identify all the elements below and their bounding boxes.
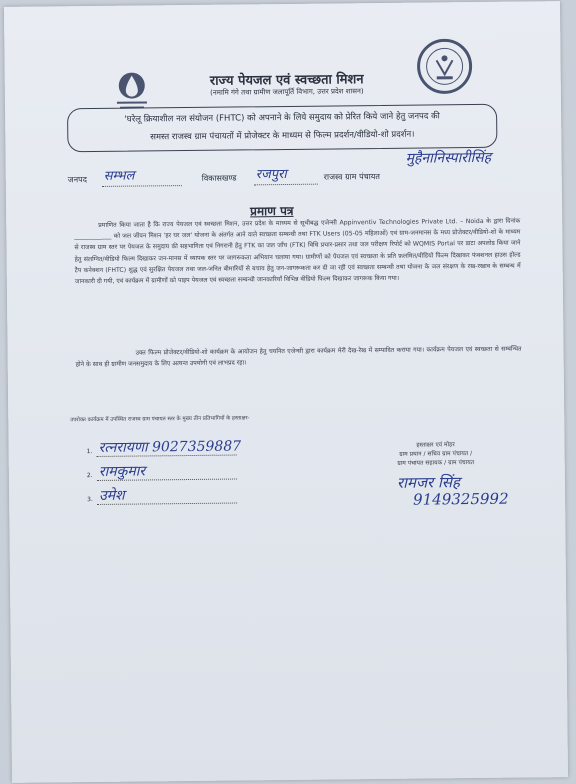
certificate-heading: प्रमाण पत्र: [250, 203, 294, 219]
mission-title: राज्य पेयजल एवं स्वच्छता मिशन: [209, 72, 364, 89]
participant-row: 2. रामकुमार: [87, 459, 347, 486]
panchayat-value: मुहैनानिस्पारीसिंह: [405, 149, 492, 167]
certificate-body-paragraph-1: प्रमाणित किया जाता है कि राज्य पेयजल एवं स्वच्छता मिशन, उत्तर प्रदेश के माध्यम से सूचीबद्ध एजेन्सी Appinventiv Technologies Private Ltd. – Noida के द्वारा दिनांक ____________ को जल जीवन मिशन 'हर घर जल' योजना के अंतर्गत आने वाले स्वच्छता सम्बन्धी तथा FTK Users (05-05 महिलाओं) एवं ग्राम-जनमानस के मध्य प्रोजेक्टर/वीडियो-शो के माध्यम से राजस्व ग्राम स्तर पर पेयजल के समुदाय की सहभागिता एवं निगरानी हेतु FTK का जल जाँच (FTK) विधि प्रचार-प्रसार तथा जल परीक्षण रिपोर्ट को WQMIS Portal पर डाटा अपलोड किया जाने हेतु संलग्नित/वीडियो फिल्म दिखाकर जन-मानस में व्यापक स्तर पर जागरूकता अभियान चलाया गया। ग्रामीणों को पेयजल एवं स्वच्छता के प्रति फ़लमित/वीडियो फिल्म दिखाकर फंक्शनल हाउस होल्ड टैप कनेक्शन (FHTC) शुद्ध एवं सुरक्षित पेयजल तथा जल-जनित बीमारियों से बचाव हेतु जन-जागरूकता कर दी जा रही एवं स्वच्छता सम्बन्धी तथा योजना के जल संरक्षण के रख-रखाव के सम्बन्ध में जानकारी दी गयी, एवं कार्यक्रम में ग्रामीणों को पाइप पेयजल एवं स्वच्छता सम्बन्धी जानकारियाँ विभिन्न वीडियो फिल्म दिखाकर जागरूक किया गया।: [74, 217, 521, 286]
block-label: विकासखण्ड: [201, 173, 237, 183]
district-label: जनपद: [67, 175, 87, 185]
block-value: रजपुरा: [255, 166, 287, 183]
banner-line-1: 'घरेलू क्रियाशील नल संयोजन (FHTC) को अपनाने के लिये समुदाय को प्रेरित किये जाने हेतु जनपद की: [124, 111, 440, 125]
department-subtitle: (नमामि गंगे तथा ग्रामीण जलापूर्ति विभाग, उत्तर प्रदेश शासन): [210, 87, 364, 97]
panchayat-label: राजस्व ग्राम पंचायत: [323, 172, 380, 182]
program-banner: [67, 104, 497, 153]
signatory-phone: 9149325992: [413, 489, 509, 509]
certificate-body-paragraph-2: उक्त फिल्म प्रोजेक्टर/वीडियो-शो कार्यक्रम के आयोजन हेतु चयनित एजेन्सी द्वारा कार्यक्रम मेरी देख-रेख में सम्पादित कराया गया। कार्यक्रम पेयजल एवं स्वच्छता से सम्बन्धित होने के साथ ही ग्रामीण जनसमुदाय के लिए अत्यन्त उपयोगी एवं लाभप्रद रहा।: [75, 345, 522, 369]
participant-entry: रामकुमार: [98, 463, 146, 480]
signatory-block: हस्ताक्षर एवं मोहर ग्राम प्रधान / सचिव ग्राम पंचायत / ग्राम पंचायत सहायक / ग्राम पंचायत: [397, 441, 475, 467]
attendance-note: उपरोक्त कार्यक्रम में उपस्थित राजस्व ग्राम पंचायत स्तर के मुख्य तीन प्रतिभागियों के हस्ताक्षर-: [70, 415, 250, 424]
participant-signatures: [86, 435, 347, 510]
participant-row: 3. उमेश: [87, 483, 347, 510]
location-line: [67, 149, 548, 188]
participant-row: 1. रत्नरायणा 9027359887: [86, 438, 242, 456]
certificate-page: [4, 1, 568, 783]
up-government-emblem: [416, 38, 473, 95]
signatory-signature: रामजर सिंह: [396, 473, 461, 492]
participant-entry: उमेश: [98, 487, 125, 504]
banner-line-2: समस्त राजस्व ग्राम पंचायतों में प्रोजेक्टर के माध्यम से फिल्म प्रदर्शन/वीडियो-शो प्रदर्शन।: [150, 129, 415, 143]
district-value: सम्भल: [103, 168, 135, 184]
participant-entry: रत्नरायणा 9027359887: [98, 438, 242, 456]
